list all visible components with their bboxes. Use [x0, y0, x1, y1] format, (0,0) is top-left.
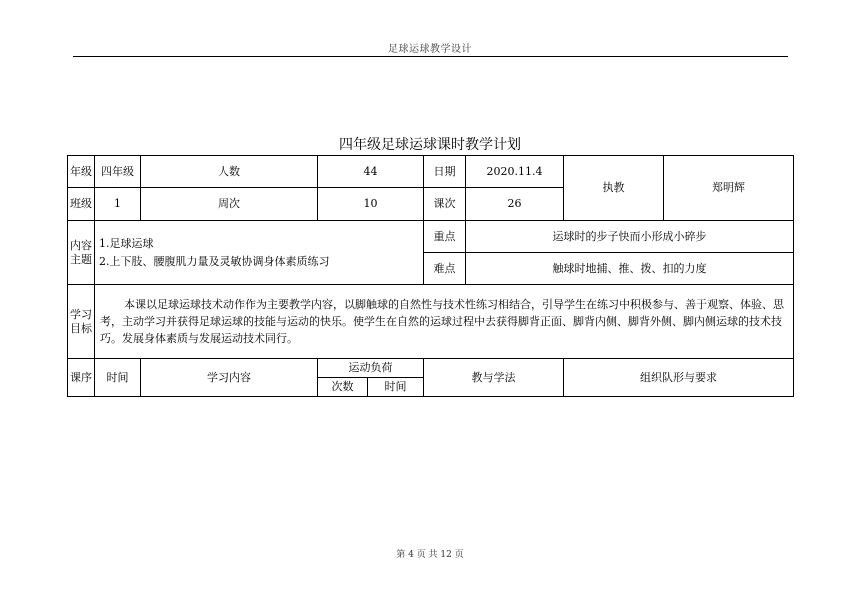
content-line-1: 1.足球运球 — [99, 236, 154, 250]
difficulty-value: 触球时地捕、推、拨、扣的力度 — [466, 253, 794, 285]
week-value: 10 — [318, 188, 424, 221]
load-label: 运动负荷 — [318, 359, 424, 378]
difficulty-label: 难点 — [424, 253, 466, 285]
table-row — [68, 285, 794, 359]
lesson-label: 课次 — [424, 188, 466, 221]
content-value — [95, 221, 424, 285]
table-row — [68, 156, 794, 188]
date-value: 2020.11.4 — [466, 156, 564, 188]
lesson-value: 26 — [466, 188, 564, 221]
week-label: 周次 — [141, 188, 318, 221]
class-label: 班级 — [68, 188, 95, 221]
grade-label: 年级 — [68, 156, 95, 188]
header-divider — [73, 56, 788, 57]
method-label: 教与学法 — [424, 359, 564, 397]
focus-value: 运球时的步子快而小形成小碎步 — [466, 221, 794, 253]
goal-label: 学习目标 — [68, 285, 95, 359]
study-label: 学习内容 — [141, 359, 318, 397]
people-value: 44 — [318, 156, 424, 188]
content-label: 内容主题 — [68, 221, 95, 285]
focus-label: 重点 — [424, 221, 466, 253]
goal-paragraph: 本课以足球运球技术动作作为主要教学内容，以脚触球的自然性与技术性练习相结合，引导学生在练习中积极参与、善于观察、体验、思考，主动学习并获得足球运球的技能与运动的快乐。使学生在自然的运球过程中去获得脚背正面、脚背内侧、脚背外侧、脚内侧运球的技术技巧。发展身体素质与发展运动技术同行。 — [100, 298, 784, 345]
org-label: 组织队形与要求 — [564, 359, 794, 397]
time-label: 时间 — [95, 359, 141, 397]
people-label: 人数 — [141, 156, 318, 188]
seq-label: 课序 — [68, 359, 95, 397]
load-time-label: 时间 — [368, 378, 424, 397]
page-footer: 第 4 页 共 12 页 — [396, 550, 464, 560]
teacher-label: 执教 — [564, 156, 664, 221]
class-value: 1 — [95, 188, 141, 221]
table-row — [68, 359, 794, 378]
content-line-2: 2.上下肢、腰腹肌力量及灵敏协调身体素质练习 — [99, 254, 330, 268]
lesson-plan-table — [67, 155, 794, 397]
document-title: 四年级足球运球课时教学计划 — [339, 137, 521, 153]
page-header: 足球运球教学设计 — [388, 44, 472, 55]
grade-value: 四年级 — [95, 156, 141, 188]
date-label: 日期 — [424, 156, 466, 188]
teacher-value: 郑明辉 — [664, 156, 794, 221]
table-row — [68, 221, 794, 253]
goal-text — [95, 285, 794, 359]
count-label: 次数 — [318, 378, 368, 397]
